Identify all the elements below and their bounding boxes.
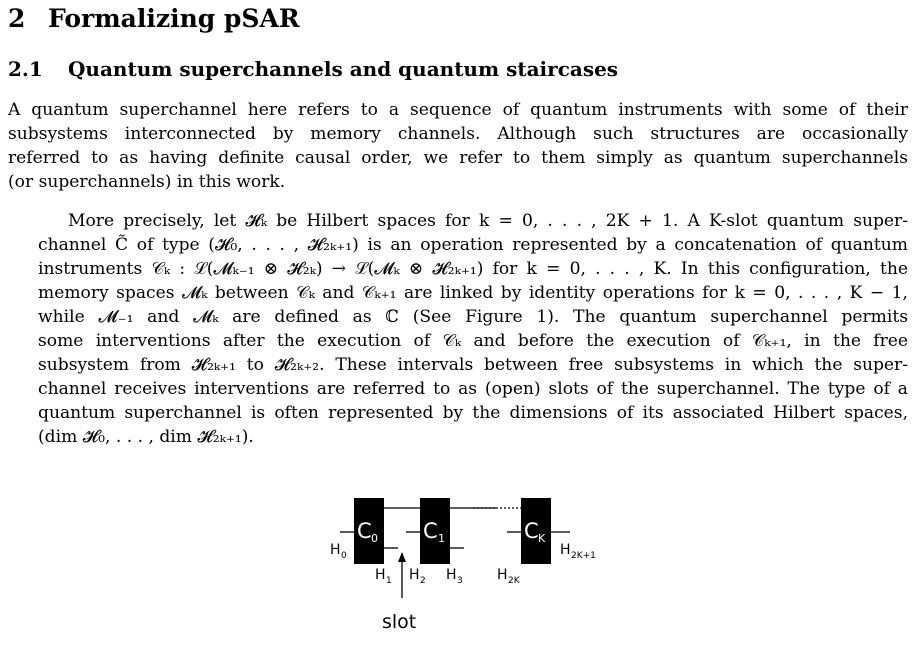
paragraph-line: some interventions after the execution of 𝒞ₖ and before the execution of 𝒞ₖ₊₁, in the free bbox=[38, 331, 908, 351]
paragraph-line: quantum superchannel is often represented by the dimensions of its associated Hilbert spaces, bbox=[38, 403, 908, 423]
slot-label: slot bbox=[382, 611, 417, 633]
h2k-label: H bbox=[497, 567, 508, 583]
paragraph-definition bbox=[8, 209, 908, 449]
h2-label: H bbox=[409, 567, 420, 583]
paragraph-line: channel C̃ of type (𝓗₀, . . . , 𝓗₂ₖ₊₁) is an operation represented by a concatenation of quantum bbox=[38, 235, 908, 255]
h0-label: H bbox=[330, 542, 341, 558]
subsection-number: 2.1 bbox=[8, 57, 43, 81]
superchannel-figure bbox=[318, 490, 618, 640]
paragraph-line: subsystem from 𝓗₂ₖ₊₁ to 𝓗₂ₖ₊₂. These intervals between free subsystems in which the super- bbox=[38, 355, 908, 375]
paragraph-line: instruments 𝒞ₖ : ℒ(𝓜ₖ₋₁ ⊗ 𝓗₂ₖ) → ℒ(𝓜ₖ ⊗ 𝓗₂ₖ₊₁) for k = 0, . . . , K. In this configuration, the bbox=[38, 259, 908, 279]
c0-subscript: 0 bbox=[371, 532, 378, 545]
paragraph-line: subsystems interconnected by memory channels. Although such structures are occasionally bbox=[8, 124, 908, 144]
paragraph-line: More precisely, let 𝓗ₖ be Hilbert spaces for k = 0, . . . , 2K + 1. A K-slot quantum super- bbox=[68, 211, 908, 231]
section-heading bbox=[8, 4, 300, 33]
h1-subscript: 1 bbox=[386, 576, 392, 586]
paragraph-line: memory spaces 𝓜ₖ between 𝒞ₖ and 𝒞ₖ₊₁ are linked by identity operations for k = 0, . . . , K − 1, bbox=[38, 283, 908, 303]
slot-arrow-head bbox=[398, 552, 406, 562]
paragraph-line: A quantum superchannel here refers to a sequence of quantum instruments with some of their bbox=[8, 100, 908, 120]
subsection-heading bbox=[8, 57, 618, 81]
c1-label: C bbox=[423, 519, 438, 543]
h1-label: H bbox=[375, 567, 386, 583]
h2-subscript: 2 bbox=[420, 576, 426, 586]
ck-label: C bbox=[524, 519, 539, 543]
superchannel-diagram bbox=[318, 490, 618, 640]
ck-subscript: K bbox=[538, 532, 546, 545]
paragraph-intro bbox=[8, 98, 908, 194]
section-title: Formalizing pSAR bbox=[48, 4, 300, 33]
paragraph-line-figure-ref: while 𝓜₋₁ and 𝓜ₖ are defined as ℂ (See Figure 1). The quantum superchannel permits bbox=[38, 307, 908, 327]
paragraph-line: (dim 𝓗₀, . . . , dim 𝓗₂ₖ₊₁). bbox=[38, 427, 254, 447]
h3-subscript: 3 bbox=[457, 576, 463, 586]
paragraph-line: referred to as having definite causal order, we refer to them simply as quantum superchannels bbox=[8, 148, 908, 168]
c1-subscript: 1 bbox=[438, 532, 445, 545]
section-number: 2 bbox=[8, 4, 26, 33]
c0-label: C bbox=[357, 519, 372, 543]
h2k1-subscript: 2K+1 bbox=[571, 551, 596, 561]
subsection-title: Quantum superchannels and quantum staircases bbox=[68, 57, 619, 81]
h2k1-label: H bbox=[560, 542, 571, 558]
h0-subscript: 0 bbox=[341, 551, 347, 561]
h2k-subscript: 2K bbox=[508, 576, 520, 586]
paragraph-line: channel receives interventions are referred to as (open) slots of the superchannel. The type of a bbox=[38, 379, 908, 399]
h3-label: H bbox=[446, 567, 457, 583]
paragraph-line: (or superchannels) in this work. bbox=[8, 172, 286, 192]
